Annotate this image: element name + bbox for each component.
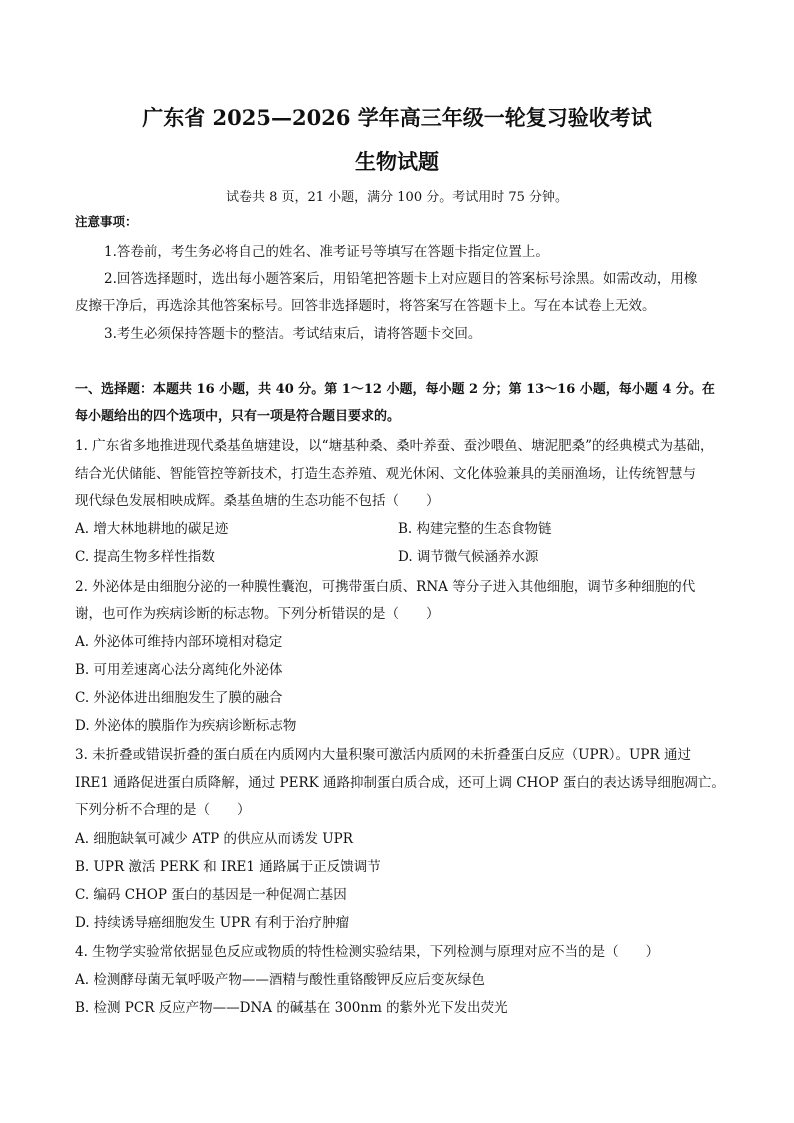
notice-item-3: 3.考生必须保持答题卡的整洁。考试结束后，请将答题卡交回。 — [104, 326, 482, 342]
exam-title: 广东省 2025—2026 学年高三年级一轮复习验收考试 — [142, 105, 652, 130]
question-3-line-1: 3. 未折叠或错误折叠的蛋白质在内质网内大量积聚可激活内质网的未折叠蛋白反应（UPR）。UPR 通过 — [75, 747, 691, 763]
question-2-option-c: C. 外泌体进出细胞发生了膜的融合 — [75, 690, 283, 706]
question-3-option-c: C. 编码 CHOP 蛋白的基因是一种促凋亡基因 — [75, 887, 347, 903]
question-1-option-a: A. 增大林地耕地的碳足迹 — [75, 521, 229, 537]
question-2-option-a: A. 外泌体可维持内部环境相对稳定 — [75, 634, 283, 650]
notice-item-2: 2.回答选择题时，选出每小题答案后，用铅笔把答题卡上对应题目的答案标号涂黑。如需改动，用橡 — [104, 271, 698, 287]
question-3-option-d: D. 持续诱导癌细胞发生 UPR 有利于治疗肿瘤 — [75, 915, 350, 931]
question-1-option-c: C. 提高生物多样性指数 — [75, 549, 215, 565]
question-4-option-b: B. 检测 PCR 反应产物——DNA 的碱基在 300nm 的紫外光下发出荧光 — [75, 1000, 508, 1016]
notice-heading: 注意事项： — [75, 214, 138, 229]
question-1-option-b: B. 构建完整的生态食物链 — [398, 521, 552, 537]
question-2-option-b: B. 可用差速离心法分离纯化外泌体 — [75, 662, 283, 678]
question-3-line-3: 下列分析不合理的是（ ） — [75, 802, 251, 818]
question-2-line-2: 谢，也可作为疾病诊断的标志物。下列分析错误的是（ ） — [75, 606, 440, 622]
question-4-line-1: 4. 生物学实验常依据显色反应或物质的特性检测实验结果，下列检测与原理对应不当的是（ ） — [75, 944, 660, 960]
question-1-line-2: 结合光伏储能、智能管控等新技术，打造生态养殖、观光休闲、文化体验兼具的美丽渔场，让传统智慧与 — [75, 466, 696, 482]
notice-item-2-cont: 皮擦干净后，再选涂其他答案标号。回答非选择题时，将答案写在答题卡上。写在本试卷上无效。 — [75, 298, 656, 314]
question-1-line-3: 现代绿色发展相映成辉。桑基鱼塘的生态功能不包括（ ） — [75, 493, 440, 509]
question-4-option-a: A. 检测酵母菌无氧呼吸产物——酒精与酸性重铬酸钾反应后变灰绿色 — [75, 972, 485, 988]
exam-info: 试卷共 8 页，21 小题，满分 100 分。考试用时 75 分钟。 — [225, 190, 569, 205]
section-heading-line1: 一、选择题：本题共 16 小题，共 40 分。第 1～12 小题，每小题 2 分；第 13～16 小题，每小题 4 分。在 — [75, 382, 715, 397]
notice-item-1: 1.答卷前，考生务必将自己的姓名、准考证号等填写在答题卡指定位置上。 — [104, 244, 549, 260]
question-3-option-a: A. 细胞缺氧可减少 ATP 的供应从而诱发 UPR — [75, 831, 353, 847]
question-1-line-1: 1. 广东省多地推进现代桑基鱼塘建设，以“塘基种桑、桑叶养蚕、蚕沙喂鱼、塘泥肥桑”的经典模式为基础， — [75, 438, 714, 454]
question-3-line-2: IRE1 通路促进蛋白质降解，通过 PERK 通路抑制蛋白质合成，还可上调 CHOP 蛋白的表达诱导细胞凋亡。 — [75, 775, 725, 791]
exam-subtitle: 生物试题 — [355, 149, 439, 174]
question-2-line-1: 2. 外泌体是由细胞分泌的一种膜性囊泡，可携带蛋白质、RNA 等分子进入其他细胞，调节多种细胞的代 — [75, 579, 696, 595]
question-2-option-d: D. 外泌体的膜脂作为疾病诊断标志物 — [75, 718, 297, 734]
question-1-option-d: D. 调节微气候涵养水源 — [398, 549, 539, 565]
section-heading-line2: 每小题给出的四个选项中，只有一项是符合题目要求的。 — [75, 409, 401, 424]
question-3-option-b: B. UPR 激活 PERK 和 IRE1 通路属于正反馈调节 — [75, 859, 381, 875]
